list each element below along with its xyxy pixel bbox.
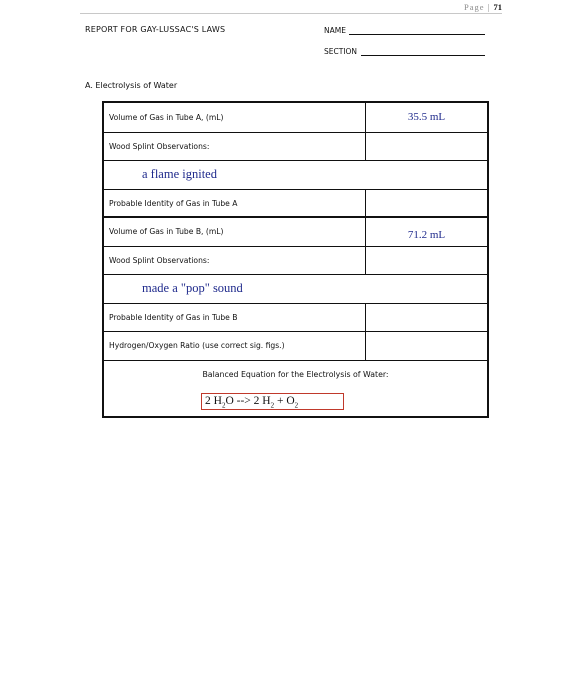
eq-sub: 2 [270, 401, 275, 410]
row-label: Wood Splint Observations: [109, 256, 210, 265]
table-row [104, 247, 487, 275]
name-field[interactable] [349, 34, 485, 35]
section-field[interactable] [361, 55, 485, 56]
tube-b-observation[interactable]: made a "pop" sound [142, 281, 243, 295]
column-divider [365, 332, 366, 360]
page-word: Page [464, 2, 485, 12]
section-label: SECTION [324, 47, 358, 56]
balanced-equation[interactable] [201, 393, 344, 410]
row-label: Wood Splint Observations: [109, 142, 210, 151]
page-header-rule [80, 0, 502, 14]
table-row [104, 161, 487, 190]
table-row [104, 133, 487, 161]
row-label: Hydrogen/Oxygen Ratio (use correct sig. figs.) [109, 341, 285, 350]
page-number-value: 71 [493, 2, 502, 12]
tube-a-volume-value[interactable]: 35.5 mL [407, 111, 446, 123]
section-heading: A. Electrolysis of Water [85, 81, 178, 90]
table-row [104, 103, 487, 133]
report-title: REPORT FOR GAY-LUSSAC'S LAWS [85, 25, 226, 34]
table-row [104, 275, 487, 304]
table-row [104, 332, 487, 361]
eq-sub: 2 [221, 401, 226, 410]
page-number: Page | 71 [464, 2, 502, 12]
row-label: Volume of Gas in Tube A, (mL) [109, 113, 224, 122]
results-table [102, 101, 489, 418]
tube-a-observation[interactable]: a flame ignited [142, 167, 217, 181]
table-row [104, 218, 487, 247]
column-divider [365, 133, 366, 160]
name-label: NAME [324, 26, 346, 35]
eq-sub: 2 [294, 401, 299, 410]
table-row [104, 190, 487, 218]
row-label: Probable Identity of Gas in Tube B [109, 313, 238, 322]
eq-part: O --> 2 H [225, 395, 271, 407]
tube-b-volume-value[interactable]: 71.2 mL [407, 229, 446, 241]
eq-part: + O [274, 395, 295, 407]
equation-title: Balanced Equation for the Electrolysis of Water: [202, 370, 389, 379]
table-row [104, 304, 487, 332]
eq-part: 2 H [205, 395, 222, 407]
column-divider [365, 304, 366, 331]
row-label: Volume of Gas in Tube B, (mL) [109, 227, 224, 236]
column-divider [365, 190, 366, 216]
row-label: Probable Identity of Gas in Tube A [109, 199, 238, 208]
column-divider [365, 247, 366, 274]
